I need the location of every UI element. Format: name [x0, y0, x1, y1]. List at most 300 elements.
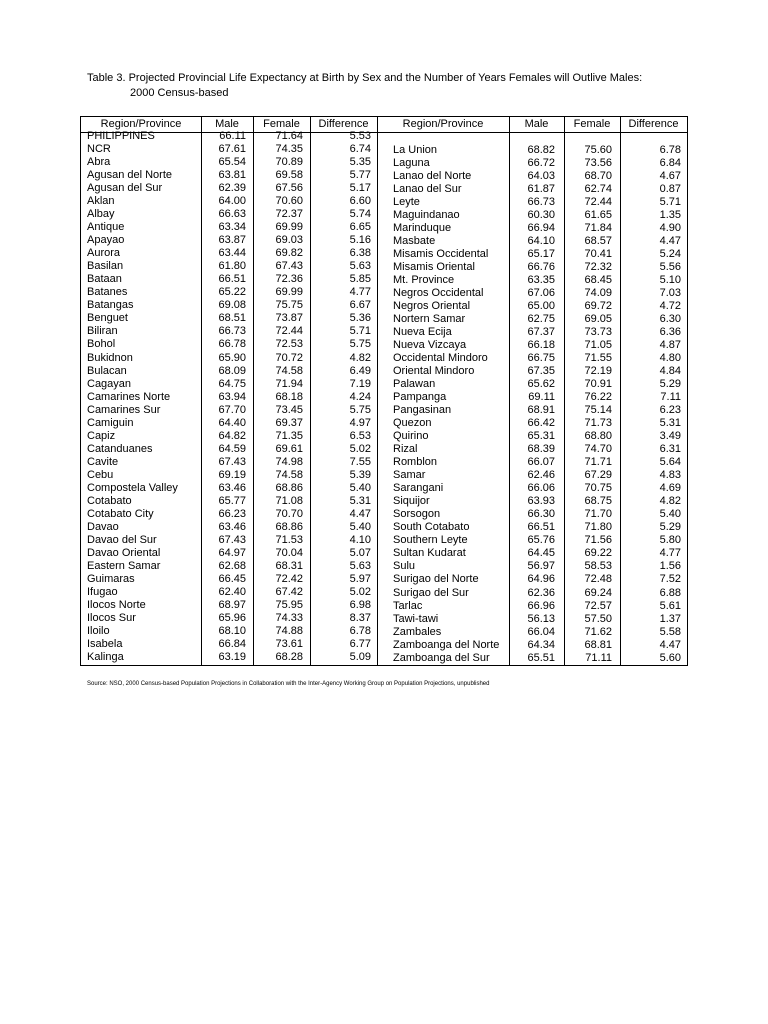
table-row	[81, 209, 687, 222]
region-cell: Zamboanga del Sur	[393, 651, 490, 664]
table-row	[81, 443, 687, 456]
female-cell: 73.45	[275, 403, 303, 416]
male-cell: 64.40	[218, 416, 246, 429]
table-row	[81, 326, 687, 339]
difference-cell: 6.65	[349, 221, 371, 234]
male-cell: 64.03	[527, 169, 555, 182]
region-cell: Agusan del Norte	[87, 169, 172, 182]
difference-cell: 5.24	[659, 247, 681, 260]
male-cell: 68.09	[218, 364, 246, 377]
male-cell: 66.23	[218, 507, 246, 520]
male-cell: 61.87	[527, 182, 555, 195]
male-cell: 66.94	[527, 221, 555, 234]
region-cell: Camiguin	[87, 416, 134, 429]
region-cell: Negros Occidental	[393, 286, 484, 299]
female-cell: 71.11	[585, 651, 612, 664]
female-cell: 71.05	[584, 338, 612, 351]
female-cell: 68.86	[275, 520, 303, 533]
male-cell: 66.72	[527, 156, 555, 169]
male-cell: 66.73	[218, 325, 246, 338]
region-cell: Catanduanes	[87, 442, 153, 455]
difference-cell: 4.10	[349, 533, 371, 546]
female-cell: 71.08	[275, 494, 303, 507]
female-cell: 68.45	[584, 273, 612, 286]
region-cell: Batanes	[87, 286, 128, 299]
difference-cell: 5.31	[659, 417, 681, 430]
region-cell: Maguindanao	[393, 208, 460, 221]
female-cell: 74.35	[275, 143, 303, 156]
difference-cell: 7.52	[659, 573, 681, 586]
male-cell: 66.18	[527, 338, 555, 351]
region-cell: Samar	[393, 469, 426, 482]
difference-cell: 6.78	[659, 143, 681, 156]
region-cell: Pampanga	[393, 391, 447, 404]
difference-cell: 5.10	[659, 273, 681, 286]
female-cell: 69.03	[275, 234, 303, 247]
male-cell: 69.19	[218, 468, 246, 481]
male-cell: 61.80	[218, 260, 246, 273]
difference-cell: 1.56	[659, 560, 681, 573]
region-cell: Basilan	[87, 260, 124, 273]
table-row	[81, 560, 687, 573]
region-cell: Isabela	[87, 638, 123, 651]
difference-cell: 5.71	[659, 195, 681, 208]
difference-cell: 6.78	[349, 625, 371, 638]
header-difference-left: Difference	[318, 118, 369, 130]
difference-cell: 4.97	[349, 416, 371, 429]
region-cell: Cagayan	[87, 377, 132, 390]
male-cell: 67.06	[527, 286, 555, 299]
male-cell: 62.40	[218, 586, 246, 599]
header-female-right: Female	[573, 118, 611, 130]
header-female-left: Female	[263, 118, 300, 130]
difference-cell: 5.53	[349, 130, 371, 142]
difference-cell: 4.77	[659, 547, 681, 560]
male-cell: 66.84	[218, 638, 246, 651]
difference-cell: 5.31	[349, 494, 371, 507]
life-expectancy-table	[80, 116, 688, 666]
region-cell: Negros Oriental	[393, 299, 471, 312]
region-cell: Sarangani	[393, 482, 444, 495]
female-cell: 72.19	[584, 365, 612, 377]
region-cell: Apayao	[87, 234, 125, 247]
table-row	[81, 183, 687, 196]
region-cell: Sultan Kudarat	[393, 547, 466, 560]
region-cell: Cotabato City	[87, 507, 154, 520]
male-cell: 65.76	[527, 534, 555, 547]
female-cell: 69.99	[275, 221, 303, 234]
difference-cell: 4.47	[659, 638, 681, 651]
difference-cell: 5.07	[349, 546, 371, 559]
difference-cell: 5.60	[659, 651, 681, 664]
region-cell: Zamboanga del Norte	[393, 638, 500, 651]
table-row	[81, 521, 687, 534]
table-row	[81, 300, 687, 313]
male-cell: 69.11	[528, 391, 555, 404]
male-cell: 66.07	[527, 456, 555, 469]
region-cell: Cebu	[87, 468, 114, 481]
region-cell: Davao	[87, 520, 119, 533]
female-cell: 72.32	[584, 260, 612, 273]
male-cell: 64.59	[218, 442, 246, 455]
table-row	[81, 600, 687, 613]
difference-cell: 5.85	[349, 273, 371, 286]
region-cell: Benguet	[87, 312, 128, 325]
female-cell: 72.42	[275, 573, 303, 586]
male-cell: 67.43	[218, 533, 246, 546]
male-cell: 63.19	[218, 651, 246, 664]
male-cell: 68.10	[218, 625, 246, 638]
difference-cell: 5.40	[659, 508, 681, 521]
difference-cell: 6.31	[659, 443, 681, 456]
difference-cell: 5.35	[349, 156, 371, 169]
female-cell: 73.56	[584, 156, 612, 169]
female-cell: 69.82	[275, 247, 303, 260]
difference-cell: 5.56	[659, 260, 681, 273]
female-cell: 76.22	[584, 391, 612, 404]
female-cell: 74.09	[584, 286, 612, 299]
male-cell: 63.87	[218, 234, 246, 247]
female-cell: 70.72	[275, 351, 303, 364]
region-cell: Antique	[87, 221, 125, 234]
difference-cell: 6.77	[349, 638, 371, 651]
header-difference-right: Difference	[628, 118, 679, 130]
male-cell: 68.39	[527, 443, 555, 456]
table-row	[81, 235, 687, 248]
difference-cell: 6.84	[659, 156, 681, 169]
region-cell: Sulu	[393, 560, 416, 573]
difference-cell: 4.24	[349, 390, 371, 403]
female-cell: 74.88	[275, 625, 303, 638]
male-cell: 68.97	[218, 599, 246, 612]
source-note: Source: NSO, 2000 Census-based Population Projections in Collaboration with the Inter-Agency Working Group on Population Projections, unpublished	[87, 681, 490, 687]
difference-cell: 7.55	[349, 455, 371, 468]
male-cell: 66.73	[527, 195, 555, 208]
region-cell: Nueva Vizcaya	[393, 338, 467, 351]
male-cell: 63.46	[218, 481, 246, 494]
difference-cell: 5.80	[659, 534, 681, 547]
title-line-2: 2000 Census-based	[130, 87, 229, 99]
difference-cell: 5.40	[349, 481, 371, 494]
region-cell: Aklan	[87, 195, 115, 208]
region-cell: Quirino	[393, 430, 429, 443]
table-row	[81, 469, 687, 482]
table-row	[81, 639, 687, 652]
female-cell: 70.41	[584, 247, 612, 260]
table-row	[81, 430, 687, 443]
region-cell: Mt. Province	[393, 273, 455, 286]
header-region-right: Region/Province	[402, 118, 484, 130]
male-cell: 63.35	[527, 273, 555, 286]
region-cell: Cotabato	[87, 494, 132, 507]
difference-cell: 7.11	[660, 391, 681, 404]
table-row	[81, 404, 687, 417]
female-cell: 69.99	[275, 286, 303, 299]
region-cell: Capiz	[87, 429, 116, 442]
female-cell: 75.95	[275, 599, 303, 612]
male-cell: 64.34	[527, 638, 555, 651]
difference-cell: 6.98	[349, 599, 371, 612]
female-cell: 72.57	[584, 599, 612, 612]
male-cell: 63.46	[218, 520, 246, 533]
difference-cell: 6.49	[349, 364, 371, 377]
table-row	[81, 261, 687, 274]
male-cell: 67.35	[527, 365, 555, 377]
region-cell: Eastern Samar	[87, 559, 161, 572]
male-cell: 66.75	[527, 351, 555, 364]
female-cell: 69.61	[275, 442, 303, 455]
female-cell: 75.75	[275, 299, 303, 312]
table-row	[81, 587, 687, 600]
difference-cell: 6.30	[659, 312, 681, 325]
region-cell: Southern Leyte	[393, 534, 468, 547]
female-cell: 75.14	[584, 404, 612, 417]
female-cell: 70.91	[584, 378, 612, 391]
region-cell: Compostela Valley	[87, 481, 178, 494]
female-cell: 72.44	[275, 325, 303, 338]
male-cell: 64.00	[218, 195, 246, 208]
region-cell: Albay	[87, 208, 115, 221]
female-cell: 69.72	[584, 299, 612, 312]
difference-cell: 7.19	[349, 377, 371, 390]
difference-cell: 6.88	[659, 586, 681, 599]
table-row	[81, 456, 687, 469]
female-cell: 72.53	[275, 338, 303, 351]
region-cell: Ilocos Sur	[87, 612, 136, 625]
female-cell: 74.58	[275, 468, 303, 481]
difference-cell: 4.87	[659, 338, 681, 351]
difference-cell: 1.37	[659, 612, 681, 625]
region-cell: Pangasinan	[393, 404, 452, 417]
region-cell: Leyte	[393, 195, 420, 208]
female-cell: 68.31	[275, 559, 303, 572]
male-cell: 65.17	[527, 247, 555, 260]
male-cell: 63.44	[218, 247, 246, 260]
table-row	[81, 495, 687, 508]
female-cell: 75.60	[584, 143, 612, 156]
table-row	[81, 508, 687, 521]
female-cell: 67.56	[275, 182, 303, 195]
region-cell: Bulacan	[87, 364, 127, 377]
female-cell: 72.48	[584, 573, 612, 586]
region-cell: Masbate	[393, 234, 436, 247]
region-cell: Surigao del Sur	[393, 586, 469, 599]
region-cell: Cavite	[87, 455, 119, 468]
difference-cell: 5.02	[349, 586, 371, 599]
difference-cell: 4.77	[349, 286, 371, 299]
female-cell: 70.75	[584, 482, 612, 495]
male-cell: 66.78	[218, 338, 246, 351]
female-cell: 68.57	[584, 234, 612, 247]
female-cell: 71.55	[584, 351, 612, 364]
female-cell: 71.84	[584, 221, 612, 234]
table-row	[81, 222, 687, 235]
table-row	[81, 313, 687, 326]
table-row	[81, 613, 687, 626]
male-cell: 62.36	[527, 586, 555, 599]
difference-cell: 6.36	[659, 325, 681, 338]
difference-cell: 5.63	[349, 559, 371, 572]
difference-cell: 5.40	[349, 520, 371, 533]
female-cell: 67.29	[584, 469, 612, 482]
region-cell: Biliran	[87, 325, 118, 338]
female-cell: 71.94	[275, 377, 303, 390]
male-cell: 65.51	[527, 651, 555, 664]
male-cell: 66.45	[218, 573, 246, 586]
region-cell: Zambales	[393, 625, 442, 638]
male-cell: 65.54	[218, 156, 246, 169]
difference-cell: 5.16	[349, 234, 371, 247]
male-cell: 66.63	[218, 208, 246, 221]
male-cell: 56.13	[527, 612, 555, 625]
male-cell: 63.94	[218, 390, 246, 403]
male-cell: 62.75	[527, 312, 555, 325]
difference-cell: 4.69	[659, 482, 681, 495]
female-cell: 57.50	[584, 612, 612, 625]
male-cell: 68.82	[527, 143, 555, 156]
region-cell: Occidental Mindoro	[393, 351, 488, 364]
male-cell: 65.90	[218, 351, 246, 364]
table-row	[81, 274, 687, 287]
difference-cell: 4.47	[349, 507, 371, 520]
difference-cell: 0.87	[659, 182, 681, 195]
region-cell: Aurora	[87, 247, 121, 260]
difference-cell: 5.75	[349, 403, 371, 416]
male-cell: 63.34	[218, 221, 246, 234]
region-cell: Nortern Samar	[393, 312, 466, 325]
region-cell: Laguna	[393, 156, 430, 169]
female-cell: 71.35	[275, 429, 303, 442]
table-row	[81, 170, 687, 183]
female-cell: 71.62	[584, 625, 612, 638]
male-cell: 62.68	[218, 559, 246, 572]
header-region-left: Region/Province	[100, 118, 182, 130]
difference-cell: 6.38	[349, 247, 371, 260]
table-row	[81, 482, 687, 495]
difference-cell: 4.84	[659, 365, 681, 377]
male-cell: 66.76	[527, 260, 555, 273]
female-cell: 71.56	[584, 534, 612, 547]
male-cell: 66.42	[527, 417, 555, 430]
region-cell: Siquijor	[393, 495, 430, 508]
table-row	[81, 573, 687, 586]
table-row	[81, 248, 687, 261]
region-cell: Nueva Ecija	[393, 325, 452, 338]
header-male-right: Male	[524, 118, 549, 130]
female-cell: 71.70	[584, 508, 612, 521]
female-cell: 68.80	[584, 430, 612, 443]
male-cell: 66.04	[527, 625, 555, 638]
region-cell: Ifugao	[87, 586, 118, 599]
female-cell: 69.22	[584, 547, 612, 560]
table-row	[81, 547, 687, 560]
female-cell: 69.37	[275, 416, 303, 429]
female-cell: 74.33	[275, 612, 303, 625]
female-cell: 71.64	[275, 130, 303, 142]
region-cell: Misamis Oriental	[393, 260, 475, 273]
female-cell: 71.53	[275, 533, 303, 546]
difference-cell: 6.67	[349, 299, 371, 312]
difference-cell: 1.35	[659, 208, 681, 221]
table-row	[81, 534, 687, 547]
female-cell: 61.65	[584, 208, 612, 221]
male-cell: 65.77	[218, 494, 246, 507]
region-cell: Abra	[87, 156, 111, 169]
male-cell: 56.97	[527, 560, 555, 573]
difference-cell: 6.23	[659, 404, 681, 417]
table-row	[81, 130, 687, 143]
female-cell: 73.87	[275, 312, 303, 325]
region-cell: Palawan	[393, 378, 436, 391]
table-row	[81, 365, 687, 378]
region-cell: Tawi-tawi	[393, 612, 439, 625]
region-cell: PHILIPPINES	[87, 130, 155, 142]
difference-cell: 5.75	[349, 338, 371, 351]
region-cell: Ilocos Norte	[87, 599, 146, 612]
difference-cell: 5.61	[659, 599, 681, 612]
male-cell: 67.37	[527, 325, 555, 338]
female-cell: 72.44	[584, 195, 612, 208]
male-cell: 66.06	[527, 482, 555, 495]
female-cell: 72.36	[275, 273, 303, 286]
male-cell: 64.45	[527, 547, 555, 560]
difference-cell: 3.49	[659, 430, 681, 443]
table-row	[81, 391, 687, 404]
female-cell: 70.89	[275, 156, 303, 169]
female-cell: 70.04	[275, 546, 303, 559]
female-cell: 73.61	[275, 638, 303, 651]
difference-cell: 5.64	[659, 456, 681, 469]
difference-cell: 4.80	[659, 351, 681, 364]
female-cell: 71.71	[584, 456, 612, 469]
region-cell: Davao del Sur	[87, 533, 157, 546]
difference-cell: 6.74	[349, 143, 371, 156]
difference-cell: 4.82	[659, 495, 681, 508]
male-cell: 68.91	[527, 404, 555, 417]
difference-cell: 5.29	[659, 378, 681, 391]
male-cell: 62.39	[218, 182, 246, 195]
region-cell: Davao Oriental	[87, 546, 161, 559]
region-cell: Romblon	[393, 456, 438, 469]
region-cell: Kalinga	[87, 651, 124, 664]
female-cell: 73.73	[584, 325, 612, 338]
region-cell: South Cotabato	[393, 521, 470, 534]
table-row	[81, 144, 687, 157]
female-cell: 71.73	[584, 417, 612, 430]
female-cell: 68.18	[275, 390, 303, 403]
female-cell: 68.81	[584, 638, 612, 651]
male-cell: 69.08	[218, 299, 246, 312]
difference-cell: 5.09	[349, 651, 371, 664]
female-cell: 58.53	[584, 560, 612, 573]
female-cell: 68.86	[275, 481, 303, 494]
female-cell: 62.74	[584, 182, 612, 195]
male-cell: 66.11	[219, 130, 246, 142]
difference-cell: 5.29	[659, 521, 681, 534]
male-cell: 66.30	[527, 508, 555, 521]
difference-cell: 4.67	[659, 169, 681, 182]
difference-cell: 7.03	[659, 286, 681, 299]
region-cell: Lanao del Sur	[393, 182, 462, 195]
difference-cell: 8.37	[349, 612, 371, 625]
region-cell: Surigao del Norte	[393, 573, 479, 586]
difference-cell: 5.58	[659, 625, 681, 638]
male-cell: 65.22	[218, 286, 246, 299]
region-cell: Bohol	[87, 338, 116, 351]
female-cell: 74.58	[275, 364, 303, 377]
difference-cell: 5.36	[349, 312, 371, 325]
difference-cell: 4.83	[659, 469, 681, 482]
